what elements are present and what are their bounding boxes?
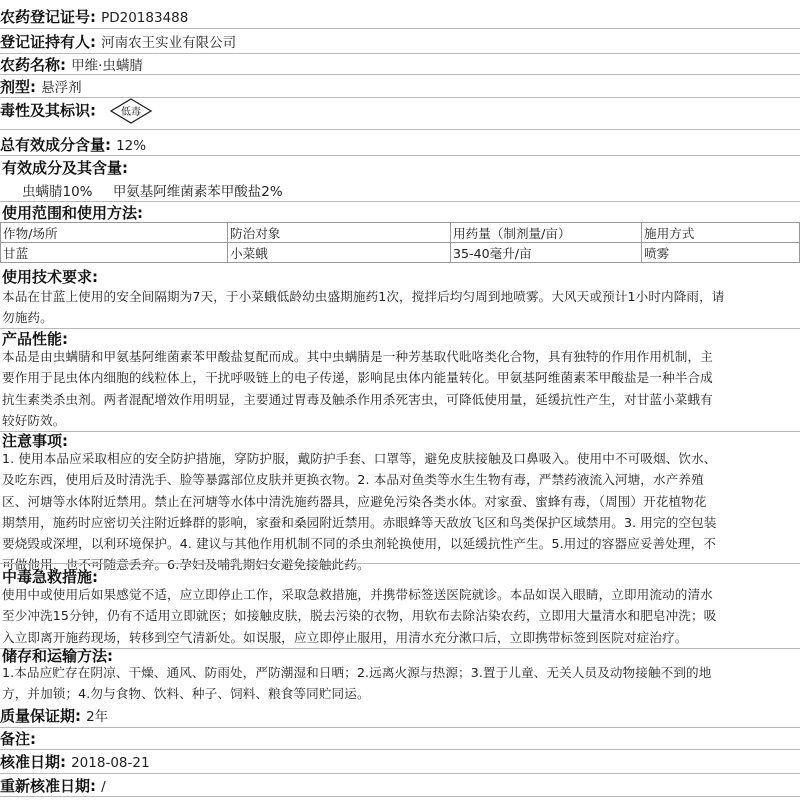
remarks-row (0, 728, 800, 750)
divider (0, 431, 800, 432)
reapproval-date-label: 重新核准日期: (0, 777, 96, 795)
ingredient-2: 甲氨基阿维菌素苯甲酸盐2% (112, 184, 283, 200)
first-aid-label: 中毒急救措施: (2, 568, 98, 586)
text-line: 要烧毁或深埋，以利环境保护。4. 建议与其他作用机制不同的杀虫剂轮换使用，以延缓抗性产生。5.用过的容器应妥善处理，不 (2, 536, 716, 552)
text-line: 本品是由虫螨腈和甲氨基阿维菌素苯甲酸盐复配而成。其中虫螨腈是一种芳基取代吡咯类化合物，具有独特的作用作用机制，主 (2, 349, 713, 364)
usage-header-cell: 施用方式 (642, 223, 800, 243)
toxicity-row (0, 98, 800, 130)
notes-label: 注意事项: (2, 432, 68, 450)
storage-label: 储存和运输方法: (2, 647, 113, 665)
approval-date-value: 2018-08-21 (71, 755, 150, 771)
holder-label: 登记证持有人: (0, 33, 96, 51)
ingredient-1: 虫螨腈10% (22, 184, 93, 200)
usage-header-cell: 防治对象 (228, 223, 451, 243)
reapproval-date-row (0, 774, 800, 797)
usage-cell: 35-40毫升/亩 (451, 243, 642, 263)
tech-text (2, 286, 798, 329)
text-line: 较好防效。 (2, 412, 66, 428)
form-label: 剂型: (0, 78, 36, 96)
form-row (0, 75, 800, 98)
notes-text (2, 448, 798, 576)
text-line: 区、河塘等水体附近禁用。禁止在河塘等水体中清洗施药器具，应避免污染各类水体。对家蚕、蜜蜂有毒，（周围）开花植物花 (2, 493, 707, 509)
usage-label: 使用范围和使用方法: (2, 204, 143, 222)
text-line: 1. 使用本品应采取相应的安全防护措施，穿防护服，戴防护手套、口罩等，避免皮肤接触及口鼻吸入。使用中不可吸烟、饮水、 (2, 451, 717, 466)
ingredients-label: 有效成分及其含量: (2, 159, 128, 177)
low-toxicity-badge-text: 低毒 (121, 107, 142, 118)
text-line: 1.本品应贮存在阴凉、干燥、通风、防雨处，严防潮湿和日晒；2.远离火源与热源；3.置于儿童、无关人员及动物接触不到的地 (2, 665, 712, 680)
text-line: 期禁用，施药时应密切关注附近蜂群的影响，家蚕和桑园附近禁用。赤眼蜂等天敌放飞区和鸟类保护区域禁用。3. 用完的空包装 (2, 514, 717, 530)
storage-text (2, 662, 798, 705)
holder-value: 河南农王实业有限公司 (101, 35, 237, 51)
reapproval-date-value: / (101, 779, 106, 795)
usage-header-row (1, 223, 800, 243)
holder-row (0, 29, 800, 54)
usage-cell: 小菜蛾 (228, 243, 451, 263)
total-content-label: 总有效成分含量: (0, 136, 111, 154)
usage-cell: 喷雾 (642, 243, 800, 263)
usage-header-cell: 用药量（制剂量/亩） (451, 223, 642, 243)
divider (0, 563, 800, 564)
text-line: 及吃东西，使用后及时清洗手、脸等暴露部位皮肤并更换衣物。2. 本品对鱼类等水生生物有毒，严禁药液流入河塘，水产养殖 (2, 472, 704, 488)
text-line: 抗生素类杀虫剂。两者混配增效作用明显，主要通过胃毒及触杀作用杀死害虫，可降低使用量，延缓抗性产生，对甘蓝小菜蛾有 (2, 391, 713, 407)
text-line: 使用中或使用后如果感觉不适，应立即停止工作，采取急救措施，并携带标签送医院就诊。本品如误入眼睛，立即用流动的清水 (2, 587, 713, 602)
text-line: 勿施药。 (2, 310, 53, 326)
text-line: 方，并加锁；4.勿与食物、饮料、种子、饲料、粮食等同贮同运。 (2, 686, 370, 702)
shelf-life-label: 质量保证期: (0, 707, 81, 725)
toxicity-label: 毒性及其标识: (0, 101, 96, 120)
divider (0, 328, 800, 329)
reg-no-value: PD20183488 (101, 10, 189, 26)
low-toxicity-badge (109, 98, 153, 124)
approval-date-row (0, 750, 800, 774)
performance-text (2, 346, 798, 431)
table-row (1, 243, 800, 263)
performance-label: 产品性能: (2, 330, 68, 348)
text-line: 要作用于昆虫体内细胞的线粒体上，干扰呼吸链上的电子传递，影响昆虫体内能量转化。甲氨基阿维菌素苯甲酸盐是一种半合成 (2, 370, 713, 386)
shelf-life-value: 2年 (86, 709, 109, 725)
name-row (0, 54, 800, 75)
first-aid-text (2, 584, 798, 648)
name-label: 农药名称: (0, 56, 66, 74)
reg-no-row (0, 4, 800, 29)
usage-cell: 甘蓝 (1, 243, 228, 263)
text-line: 至少冲洗15分钟，仍有不适用立即就医；如接触皮肤，脱去污染的衣物，用软布去除沾染农药，立即用大量清水和肥皂冲洗；吸 (2, 608, 717, 624)
text-line: 可做他用，也不可随意丢弃。6.孕妇及哺乳期妇女避免接触此药。 (2, 557, 370, 573)
usage-table (0, 222, 800, 263)
divider (0, 648, 800, 649)
ingredients-values (22, 180, 283, 200)
name-value: 甲维·虫螨腈 (71, 58, 143, 74)
usage-header-cell: 作物/场所 (1, 223, 228, 243)
text-line: 本品在甘蓝上使用的安全间隔期为7天，于小菜蛾低龄幼虫盛期施药1次，搅拌后均匀周到地喷雾。大风天或预计1小时内降雨，请 (2, 289, 725, 304)
text-line: 入立即离开施药现场，转移到空气清新处。如误服，应立即停止服用，用清水充分漱口后，立即携带标签到医院对症治疗。 (2, 629, 688, 645)
shelf-life-row (0, 704, 800, 728)
tech-label: 使用技术要求: (2, 268, 98, 286)
total-content-value: 12% (116, 138, 147, 154)
form-value: 悬浮剂 (41, 80, 82, 96)
approval-date-label: 核准日期: (0, 753, 66, 771)
remarks-label: 备注: (0, 730, 36, 748)
total-content-row (0, 134, 800, 156)
reg-no-label: 农药登记证号: (0, 8, 96, 26)
